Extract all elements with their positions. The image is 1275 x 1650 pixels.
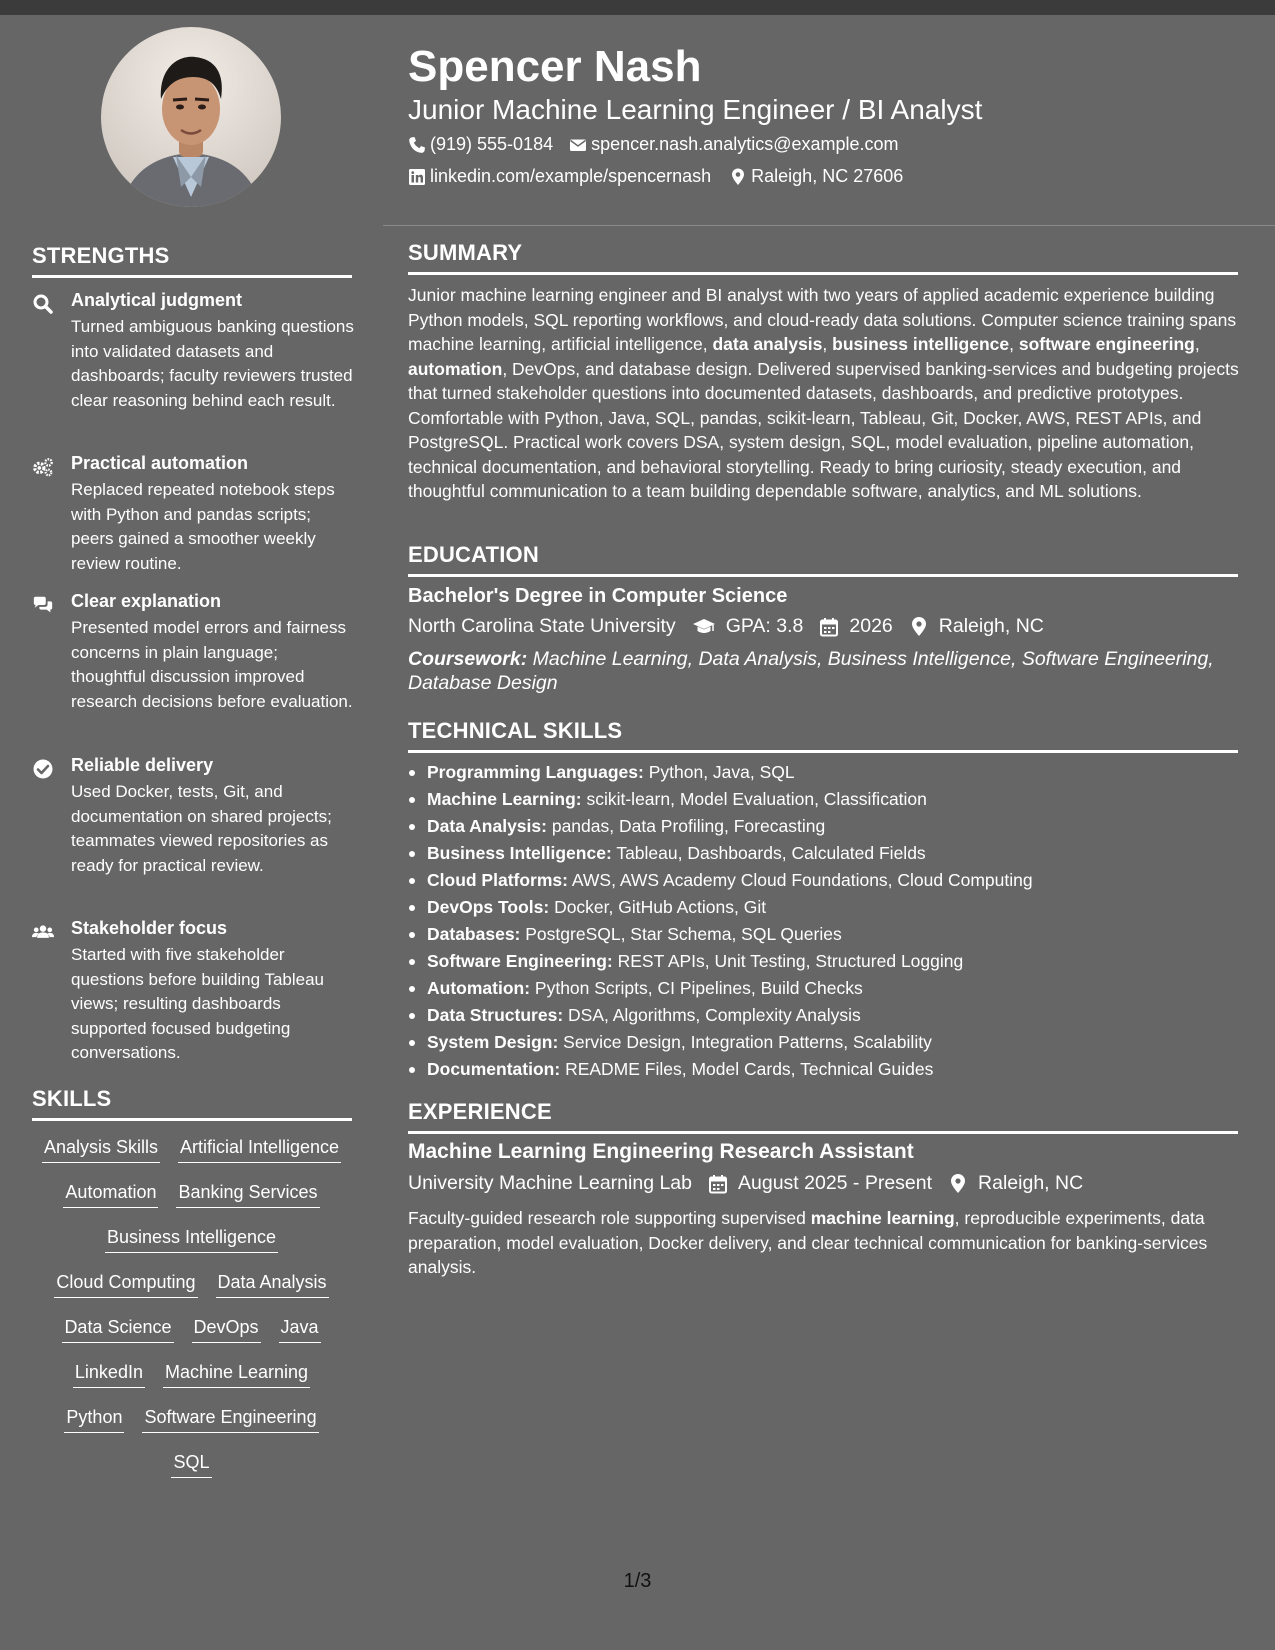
skill-tag: Machine Learning [163, 1362, 310, 1388]
check-circle-icon [32, 758, 54, 780]
contact-line [408, 134, 899, 155]
education-meta [408, 615, 1044, 638]
job-description: Faculty-guided research role supporting supervised machine learning, reproducible experiments, data preparation, model evaluation, Docker delivery, and clear technical communication for banking-services analysis. [408, 1208, 1208, 1277]
strength-description: Turned ambiguous banking questions into validated datasets and dashboards; faculty reviewers trusted clear reasoning behind each result. [71, 317, 354, 410]
list-item: Cloud Platforms: AWS, AWS Academy Cloud Foundations, Cloud Computing [408, 867, 1238, 894]
list-item: Software Engineering: REST APIs, Unit Testing, Structured Logging [408, 948, 1238, 975]
technical-skills-list [408, 759, 1238, 1083]
contact-line [408, 166, 903, 187]
skills-row [0, 1272, 383, 1298]
skill-tag: Cloud Computing [54, 1272, 197, 1298]
linkedin-icon [408, 168, 426, 186]
strength-description: Started with five stakeholder questions before building Tableau views; resulting dashboards supported focused budgeting conversations. [71, 945, 324, 1062]
calendar-icon [819, 617, 839, 637]
school-name: North Carolina State University [408, 615, 676, 637]
strengths-heading: STRENGTHS [32, 243, 352, 278]
skill-tag: LinkedIn [73, 1362, 145, 1388]
candidate-name: Spencer Nash [408, 42, 702, 91]
coursework [408, 647, 1238, 695]
skills-heading: SKILLS [32, 1086, 352, 1121]
sidebar [0, 15, 383, 1650]
list-item: Automation: Python Scripts, CI Pipelines, Build Checks [408, 975, 1238, 1002]
gpa-text: GPA: 3.8 [725, 615, 804, 637]
list-item: Databases: PostgreSQL, Star Schema, SQL Queries [408, 921, 1238, 948]
email-contact[interactable] [569, 134, 898, 155]
skill-tag: Python [64, 1407, 124, 1433]
profile-photo [101, 27, 281, 207]
gears-icon [32, 456, 54, 478]
strength-title: Reliable delivery [71, 755, 214, 775]
list-item: Business Intelligence: Tableau, Dashboards, Calculated Fields [408, 840, 1238, 867]
person-portrait-icon [101, 27, 281, 207]
header-divider [383, 225, 1275, 226]
skills-row [0, 1452, 383, 1478]
skill-tag: Banking Services [176, 1182, 319, 1208]
skill-tag: Data Analysis [216, 1272, 329, 1298]
top-bar [0, 0, 1275, 15]
location-text: Raleigh, NC 27606 [751, 166, 904, 186]
skills-row [0, 1362, 383, 1388]
skill-tag: SQL [171, 1452, 211, 1478]
graduation-cap-icon [692, 617, 716, 637]
skill-tag: Software Engineering [142, 1407, 318, 1433]
skill-tag: Java [279, 1317, 321, 1343]
linkedin-text[interactable]: linkedin.com/example/spencernash [430, 166, 712, 186]
job-dates: August 2025 - Present [738, 1172, 933, 1194]
experience-heading: EXPERIENCE [408, 1099, 1238, 1134]
strength-title: Practical automation [71, 453, 249, 473]
phone-text: (919) 555-0184 [430, 134, 554, 154]
map-pin-icon [948, 1174, 968, 1194]
employer-name: University Machine Learning Lab [408, 1172, 692, 1194]
location-contact [729, 166, 903, 187]
list-item: DevOps Tools: Docker, GitHub Actions, Git [408, 894, 1238, 921]
list-item: Data Structures: DSA, Algorithms, Complexity Analysis [408, 1002, 1238, 1029]
chat-bubbles-icon [32, 594, 54, 616]
summary-heading: SUMMARY [408, 240, 1238, 275]
phone-icon [408, 136, 426, 154]
list-item: Documentation: README Files, Model Cards, Technical Guides [408, 1056, 1238, 1083]
degree-title: Bachelor's Degree in Computer Science [408, 585, 788, 607]
linkedin-contact[interactable] [408, 166, 711, 187]
page-number: 1/3 [623, 1570, 652, 1592]
skills-row [0, 1317, 383, 1343]
skill-tag: DevOps [192, 1317, 261, 1343]
list-item: Data Analysis: pandas, Data Profiling, Forecasting [408, 813, 1238, 840]
calendar-icon [708, 1174, 728, 1194]
summary-text: Junior machine learning engineer and BI analyst with two years of applied academic experience building Python models, SQL reporting workflows, and cloud-ready data solutions. Computer science training spans machine learning, artificial intelligence, data analysis, business intelligence, software engineering, automation, DevOps, and database design. Delivered supervised banking-services and budgeting projects that turned stakeholder questions into documented datasets, dashboards, and predictive prototypes. Comfortable with Python, Java, SQL, pandas, scikit-learn, Tableau, Git, Docker, AWS, REST APIs, and PostgreSQL. Practical work covers DSA, system design, SQL, model evaluation, pipeline automation, technical documentation, and behavioral storytelling. Ready to bring curiosity, steady execution, and thoughtful communication to a team building dependable software, analytics, and ML solutions. [408, 285, 1239, 501]
strength-description: Replaced repeated notebook steps with Python and pandas scripts; peers gained a smoother weekly review routine. [71, 480, 335, 573]
education-heading: EDUCATION [408, 542, 1238, 577]
list-item: System Design: Service Design, Integration Patterns, Scalability [408, 1029, 1238, 1056]
coursework-label: Coursework: [408, 648, 528, 670]
envelope-icon [569, 136, 587, 154]
magnifier-icon [32, 293, 54, 315]
strength-description: Presented model errors and fairness concerns in plain language; thoughtful discussion improved research decisions before evaluation. [71, 618, 353, 711]
map-pin-icon [729, 168, 747, 186]
strength-title: Analytical judgment [71, 290, 243, 310]
strength-description: Used Docker, tests, Git, and documentation on shared projects; teammates viewed repositories as ready for practical review. [71, 782, 332, 875]
list-item: Programming Languages: Python, Java, SQL [408, 759, 1238, 786]
job-location: Raleigh, NC [978, 1172, 1084, 1194]
strength-title: Clear explanation [71, 591, 222, 611]
skills-row [0, 1137, 383, 1163]
education-location: Raleigh, NC [938, 615, 1044, 637]
phone-contact [408, 134, 553, 155]
skill-tag: Automation [63, 1182, 158, 1208]
job-title: Machine Learning Engineering Research Assistant [408, 1140, 914, 1163]
experience-meta [408, 1172, 1083, 1195]
map-pin-icon [909, 617, 929, 637]
graduation-year: 2026 [849, 615, 893, 637]
technical-skills-heading: TECHNICAL SKILLS [408, 718, 1238, 753]
skill-tag: Business Intelligence [105, 1227, 278, 1253]
candidate-title: Junior Machine Learning Engineer / BI Analyst [408, 94, 983, 125]
email-text[interactable]: spencer.nash.analytics@example.com [591, 134, 899, 154]
coursework-list: Machine Learning, Data Analysis, Business Intelligence, Software Engineering, Database Design [408, 648, 1214, 694]
skill-tag: Analysis Skills [42, 1137, 160, 1163]
skill-tag: Data Science [62, 1317, 173, 1343]
skills-row [0, 1182, 383, 1208]
skills-row [0, 1227, 383, 1253]
skill-tag: Artificial Intelligence [178, 1137, 341, 1163]
skills-row [0, 1407, 383, 1433]
users-icon [32, 921, 54, 943]
list-item: Machine Learning: scikit-learn, Model Evaluation, Classification [408, 786, 1238, 813]
strength-title: Stakeholder focus [71, 918, 228, 938]
